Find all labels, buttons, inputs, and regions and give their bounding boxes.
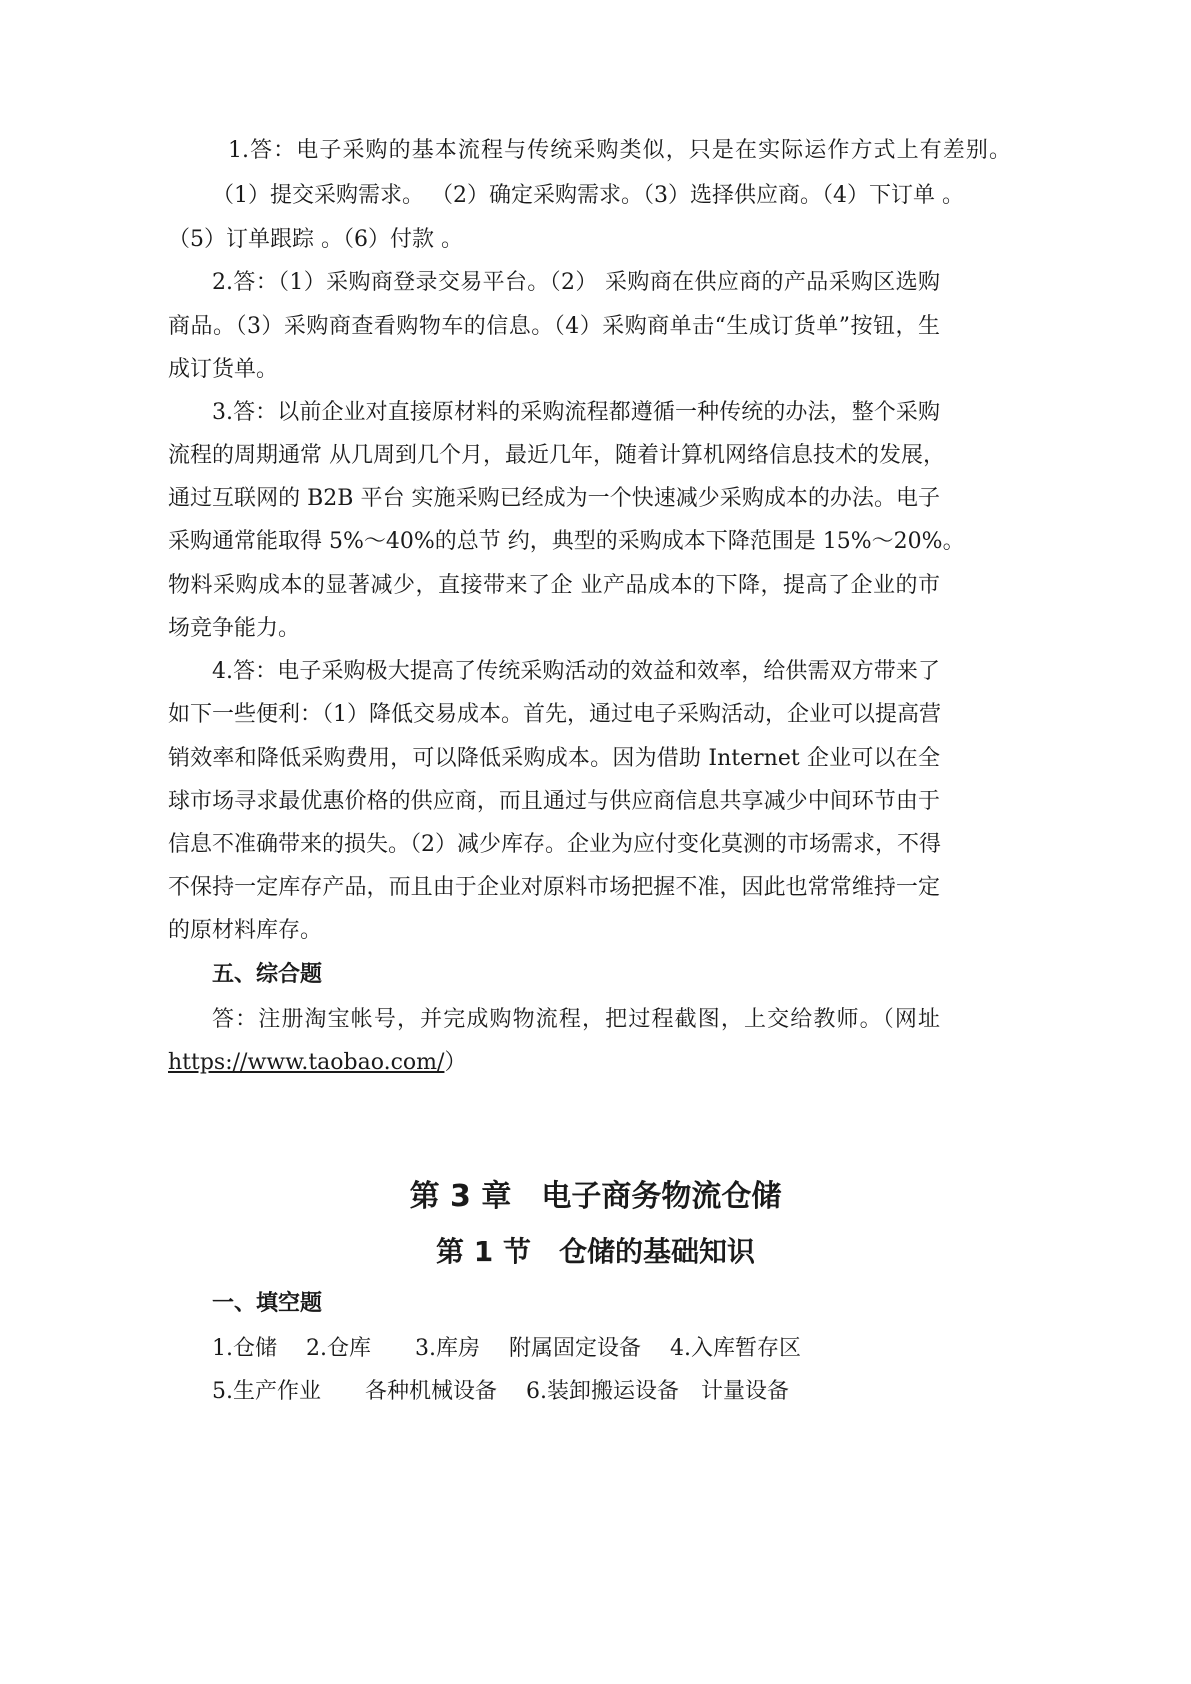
taobao-url-link[interactable]: https://www.taobao.com/	[168, 1050, 445, 1075]
answer-2-line-1: 2.答：（1）采购商登录交易平台。（2） 采购商在供应商的产品采购区选购	[212, 270, 940, 295]
answer-3-line-2: 流程的周期通常 从几周到几个月，最近几年，随着计算机网络信息技术的发展，	[168, 443, 945, 468]
fill-in-answers-line-1: 1.仓储 2.仓库 3.库房 附属固定设备 4.入库暂存区	[212, 1336, 801, 1361]
section-title: 第 1 节 仓储的基础知识	[436, 1235, 755, 1268]
section-5-heading: 五、综合题	[212, 962, 323, 987]
answer-2-line-2: 商品。（3）采购商查看购物车的信息。（4）采购商单击“生成订货单”按钮，生	[168, 314, 940, 339]
answer-4-line-2: 如下一些便利：（1）降低交易成本。首先，通过电子采购活动，企业可以提高营	[168, 702, 941, 727]
fill-in-answers-line-2: 5.生产作业 各种机械设备 6.装卸搬运设备 计量设备	[212, 1379, 789, 1404]
answer-4-line-5: 信息不准确带来的损失。（2）减少库存。企业为应付变化莫测的市场需求，不得	[168, 832, 941, 857]
answer-1-line-3: （5）订单跟踪 。（6）付款 。	[168, 227, 463, 252]
answer-3-line-5: 物料采购成本的显著减少，直接带来了企 业产品成本的下降，提高了企业的市	[168, 573, 940, 598]
chapter-title: 第 3 章 电子商务物流仓储	[409, 1179, 782, 1214]
answer-2-line-3: 成订货单。	[168, 357, 279, 382]
answer-1-line-1: 1.答：电子采购的基本流程与传统采购类似，只是在实际运作方式上有差别。	[228, 138, 1011, 163]
answer-3-line-1: 3.答：以前企业对直接原材料的采购流程都遵循一种传统的办法，整个采购	[212, 400, 940, 425]
section-5-answer-line-2	[168, 1048, 998, 1078]
answer-4-line-4: 球市场寻求最优惠价格的供应商，而且通过与供应商信息共享减少中间环节由于	[168, 789, 940, 814]
section-5-answer-line-1: 答：注册淘宝帐号，并完成购物流程，把过程截图，上交给教师。（网址	[212, 1007, 940, 1032]
answer-4-line-6: 不保持一定库存产品，而且由于企业对原料市场把握不准，因此也常常维持一定	[168, 875, 940, 900]
answer-4-line-1: 4.答：电子采购极大提高了传统采购活动的效益和效率，给供需双方带来了	[212, 659, 940, 684]
fill-in-heading: 一、填空题	[212, 1291, 323, 1316]
answer-3-line-3: 通过互联网的 B2B 平台 实施采购已经成为一个快速减少采购成本的办法。电子	[168, 486, 940, 511]
closing-paren: ）	[444, 1050, 467, 1075]
answer-4-line-7: 的原材料库存。	[168, 918, 323, 943]
answer-4-line-3: 销效率和降低采购费用，可以降低采购成本。因为借助 Internet 企业可以在全	[168, 746, 940, 771]
answer-1-line-2: （1）提交采购需求。 （2）确定采购需求。（3）选择供应商。（4）下订单 。	[212, 183, 964, 208]
answer-3-line-6: 场竞争能力。	[168, 616, 301, 641]
answer-3-line-4: 采购通常能取得 5%～40%的总节 约，典型的采购成本下降范围是 15%～20%。	[168, 529, 965, 554]
